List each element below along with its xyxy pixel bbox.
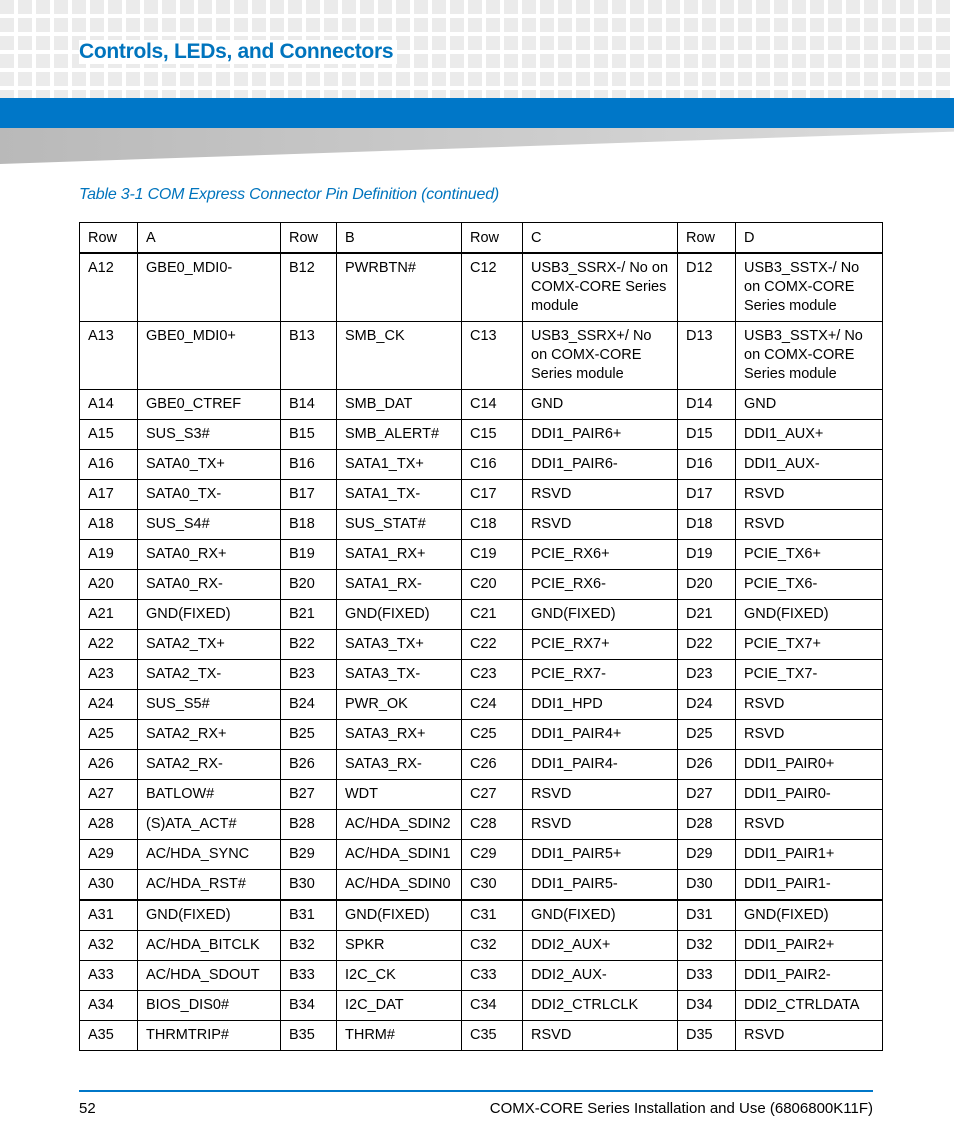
signal-a-cell: GND(FIXED) (138, 900, 281, 931)
signal-b-cell: PWRBTN# (337, 253, 462, 322)
signal-c-cell: GND(FIXED) (523, 600, 678, 630)
table-row (80, 810, 883, 840)
table-row (80, 480, 883, 510)
row-a-cell: A21 (80, 600, 138, 630)
table-row (80, 570, 883, 600)
row-d-cell: D16 (678, 450, 736, 480)
signal-d-cell: PCIE_TX7- (736, 660, 883, 690)
header-grey-wedge (0, 128, 954, 164)
signal-a-cell: SATA0_TX- (138, 480, 281, 510)
signal-d-cell: RSVD (736, 510, 883, 540)
row-a-cell: A17 (80, 480, 138, 510)
row-a-cell: A14 (80, 390, 138, 420)
row-b-cell: B12 (281, 253, 337, 322)
row-d-cell: D34 (678, 991, 736, 1021)
signal-c-cell: DDI1_PAIR4- (523, 750, 678, 780)
row-d-cell: D26 (678, 750, 736, 780)
signal-b-cell: AC/HDA_SDIN0 (337, 870, 462, 901)
table-row (80, 600, 883, 630)
signal-c-cell: RSVD (523, 480, 678, 510)
row-c-cell: C20 (462, 570, 523, 600)
signal-a-cell: SUS_S4# (138, 510, 281, 540)
header-row-b: Row (281, 223, 337, 254)
signal-a-cell: SUS_S5# (138, 690, 281, 720)
table-caption: Table 3-1 COM Express Connector Pin Definition (continued) (79, 186, 500, 203)
row-d-cell: D20 (678, 570, 736, 600)
signal-b-cell: THRM# (337, 1021, 462, 1051)
row-b-cell: B17 (281, 480, 337, 510)
signal-b-cell: AC/HDA_SDIN2 (337, 810, 462, 840)
signal-c-cell: DDI1_HPD (523, 690, 678, 720)
signal-d-cell: RSVD (736, 480, 883, 510)
row-b-cell: B20 (281, 570, 337, 600)
signal-b-cell: SATA1_RX- (337, 570, 462, 600)
row-d-cell: D29 (678, 840, 736, 870)
signal-d-cell: USB3_SSTX+/ No on COMX-CORE Series module (736, 322, 883, 390)
signal-c-cell: DDI1_PAIR5- (523, 870, 678, 901)
row-d-cell: D27 (678, 780, 736, 810)
header-a: A (138, 223, 281, 254)
row-c-cell: C35 (462, 1021, 523, 1051)
signal-c-cell: DDI1_PAIR6- (523, 450, 678, 480)
row-c-cell: C27 (462, 780, 523, 810)
row-d-cell: D14 (678, 390, 736, 420)
row-c-cell: C26 (462, 750, 523, 780)
signal-b-cell: I2C_CK (337, 961, 462, 991)
row-d-cell: D17 (678, 480, 736, 510)
table-row (80, 630, 883, 660)
row-d-cell: D15 (678, 420, 736, 450)
row-a-cell: A33 (80, 961, 138, 991)
signal-c-cell: DDI2_AUX- (523, 961, 678, 991)
signal-d-cell: RSVD (736, 690, 883, 720)
signal-c-cell: PCIE_RX7+ (523, 630, 678, 660)
table-row (80, 780, 883, 810)
table-row (80, 1021, 883, 1051)
row-a-cell: A35 (80, 1021, 138, 1051)
signal-c-cell: USB3_SSRX-/ No on COMX-CORE Series module (523, 253, 678, 322)
row-b-cell: B19 (281, 540, 337, 570)
header-blue-band (0, 98, 954, 128)
row-a-cell: A34 (80, 991, 138, 1021)
row-b-cell: B35 (281, 1021, 337, 1051)
signal-c-cell: GND(FIXED) (523, 900, 678, 931)
signal-b-cell: SATA3_TX+ (337, 630, 462, 660)
row-d-cell: D12 (678, 253, 736, 322)
row-c-cell: C17 (462, 480, 523, 510)
signal-c-cell: PCIE_RX7- (523, 660, 678, 690)
pin-definition-table (79, 222, 883, 1051)
row-a-cell: A25 (80, 720, 138, 750)
row-a-cell: A22 (80, 630, 138, 660)
signal-c-cell: PCIE_RX6- (523, 570, 678, 600)
row-b-cell: B23 (281, 660, 337, 690)
row-c-cell: C13 (462, 322, 523, 390)
signal-a-cell: SATA0_RX+ (138, 540, 281, 570)
signal-d-cell: GND(FIXED) (736, 600, 883, 630)
table-row (80, 931, 883, 961)
row-c-cell: C33 (462, 961, 523, 991)
table-row (80, 322, 883, 390)
signal-a-cell: SATA0_TX+ (138, 450, 281, 480)
row-d-cell: D19 (678, 540, 736, 570)
signal-b-cell: GND(FIXED) (337, 900, 462, 931)
signal-b-cell: SATA3_RX- (337, 750, 462, 780)
row-b-cell: B15 (281, 420, 337, 450)
signal-a-cell: SATA2_RX+ (138, 720, 281, 750)
row-d-cell: D28 (678, 810, 736, 840)
header-b: B (337, 223, 462, 254)
signal-c-cell: DDI2_CTRLCLK (523, 991, 678, 1021)
row-c-cell: C15 (462, 420, 523, 450)
row-b-cell: B16 (281, 450, 337, 480)
signal-a-cell: SATA2_TX+ (138, 630, 281, 660)
signal-b-cell: PWR_OK (337, 690, 462, 720)
signal-b-cell: I2C_DAT (337, 991, 462, 1021)
row-b-cell: B22 (281, 630, 337, 660)
signal-c-cell: RSVD (523, 810, 678, 840)
signal-c-cell: DDI2_AUX+ (523, 931, 678, 961)
signal-d-cell: RSVD (736, 1021, 883, 1051)
row-c-cell: C29 (462, 840, 523, 870)
table-row (80, 420, 883, 450)
signal-c-cell: RSVD (523, 780, 678, 810)
signal-c-cell: GND (523, 390, 678, 420)
header-c: C (523, 223, 678, 254)
signal-a-cell: AC/HDA_SDOUT (138, 961, 281, 991)
row-d-cell: D31 (678, 900, 736, 931)
row-b-cell: B26 (281, 750, 337, 780)
row-d-cell: D22 (678, 630, 736, 660)
row-a-cell: A15 (80, 420, 138, 450)
header-d: D (736, 223, 883, 254)
signal-b-cell: SUS_STAT# (337, 510, 462, 540)
row-a-cell: A13 (80, 322, 138, 390)
signal-b-cell: WDT (337, 780, 462, 810)
signal-c-cell: DDI1_PAIR6+ (523, 420, 678, 450)
page-number: 52 (79, 1100, 96, 1117)
signal-a-cell: (S)ATA_ACT# (138, 810, 281, 840)
row-d-cell: D35 (678, 1021, 736, 1051)
row-b-cell: B33 (281, 961, 337, 991)
row-a-cell: A30 (80, 870, 138, 901)
row-b-cell: B25 (281, 720, 337, 750)
signal-a-cell: SATA0_RX- (138, 570, 281, 600)
signal-d-cell: DDI1_PAIR0- (736, 780, 883, 810)
row-a-cell: A27 (80, 780, 138, 810)
signal-c-cell: PCIE_RX6+ (523, 540, 678, 570)
row-a-cell: A26 (80, 750, 138, 780)
signal-c-cell: RSVD (523, 1021, 678, 1051)
row-c-cell: C31 (462, 900, 523, 931)
row-a-cell: A19 (80, 540, 138, 570)
row-c-cell: C32 (462, 931, 523, 961)
signal-a-cell: BATLOW# (138, 780, 281, 810)
signal-a-cell: GBE0_MDI0+ (138, 322, 281, 390)
header-row-c: Row (462, 223, 523, 254)
signal-d-cell: DDI1_AUX- (736, 450, 883, 480)
signal-d-cell: DDI1_PAIR1- (736, 870, 883, 901)
row-b-cell: B30 (281, 870, 337, 901)
signal-a-cell: BIOS_DIS0# (138, 991, 281, 1021)
row-b-cell: B13 (281, 322, 337, 390)
row-b-cell: B18 (281, 510, 337, 540)
signal-d-cell: PCIE_TX7+ (736, 630, 883, 660)
table-row (80, 840, 883, 870)
signal-b-cell: SMB_ALERT# (337, 420, 462, 450)
signal-b-cell: SMB_DAT (337, 390, 462, 420)
row-b-cell: B24 (281, 690, 337, 720)
table-row (80, 961, 883, 991)
signal-a-cell: SUS_S3# (138, 420, 281, 450)
signal-a-cell: THRMTRIP# (138, 1021, 281, 1051)
row-d-cell: D32 (678, 931, 736, 961)
signal-d-cell: DDI1_PAIR0+ (736, 750, 883, 780)
pin-table-body (80, 253, 883, 1051)
row-b-cell: B27 (281, 780, 337, 810)
table-row (80, 253, 883, 322)
signal-d-cell: RSVD (736, 810, 883, 840)
signal-a-cell: GBE0_MDI0- (138, 253, 281, 322)
document-title: COMX-CORE Series Installation and Use (6806800K11F) (489, 1100, 873, 1117)
signal-d-cell: RSVD (736, 720, 883, 750)
row-d-cell: D13 (678, 322, 736, 390)
signal-d-cell: DDI1_PAIR2- (736, 961, 883, 991)
signal-b-cell: SATA3_TX- (337, 660, 462, 690)
table-row (80, 540, 883, 570)
signal-d-cell: DDI2_CTRLDATA (736, 991, 883, 1021)
row-c-cell: C12 (462, 253, 523, 322)
row-a-cell: A31 (80, 900, 138, 931)
row-d-cell: D18 (678, 510, 736, 540)
row-c-cell: C21 (462, 600, 523, 630)
row-a-cell: A16 (80, 450, 138, 480)
signal-d-cell: PCIE_TX6+ (736, 540, 883, 570)
row-a-cell: A29 (80, 840, 138, 870)
signal-d-cell: GND(FIXED) (736, 900, 883, 931)
signal-a-cell: SATA2_TX- (138, 660, 281, 690)
signal-c-cell: DDI1_PAIR5+ (523, 840, 678, 870)
row-b-cell: B21 (281, 600, 337, 630)
signal-d-cell: DDI1_PAIR1+ (736, 840, 883, 870)
row-d-cell: D25 (678, 720, 736, 750)
row-a-cell: A20 (80, 570, 138, 600)
table-row (80, 690, 883, 720)
signal-d-cell: GND (736, 390, 883, 420)
row-d-cell: D23 (678, 660, 736, 690)
row-c-cell: C18 (462, 510, 523, 540)
section-title: Controls, LEDs, and Connectors (79, 40, 397, 64)
row-d-cell: D33 (678, 961, 736, 991)
table-row (80, 750, 883, 780)
row-a-cell: A12 (80, 253, 138, 322)
header-row-a: Row (80, 223, 138, 254)
signal-a-cell: AC/HDA_SYNC (138, 840, 281, 870)
row-d-cell: D30 (678, 870, 736, 901)
row-a-cell: A23 (80, 660, 138, 690)
row-b-cell: B29 (281, 840, 337, 870)
signal-a-cell: AC/HDA_BITCLK (138, 931, 281, 961)
row-c-cell: C19 (462, 540, 523, 570)
row-a-cell: A24 (80, 690, 138, 720)
table-row (80, 450, 883, 480)
signal-a-cell: SATA2_RX- (138, 750, 281, 780)
row-d-cell: D24 (678, 690, 736, 720)
row-c-cell: C24 (462, 690, 523, 720)
signal-b-cell: SPKR (337, 931, 462, 961)
row-b-cell: B28 (281, 810, 337, 840)
row-c-cell: C30 (462, 870, 523, 901)
table-row (80, 390, 883, 420)
table-header-row (80, 223, 883, 254)
signal-d-cell: USB3_SSTX-/ No on COMX-CORE Series module (736, 253, 883, 322)
row-c-cell: C14 (462, 390, 523, 420)
signal-b-cell: SATA1_RX+ (337, 540, 462, 570)
table-row (80, 900, 883, 931)
signal-a-cell: GBE0_CTREF (138, 390, 281, 420)
row-c-cell: C28 (462, 810, 523, 840)
table-row (80, 510, 883, 540)
row-b-cell: B14 (281, 390, 337, 420)
row-a-cell: A28 (80, 810, 138, 840)
row-b-cell: B31 (281, 900, 337, 931)
signal-c-cell: USB3_SSRX+/ No on COMX-CORE Series module (523, 322, 678, 390)
row-c-cell: C22 (462, 630, 523, 660)
row-c-cell: C16 (462, 450, 523, 480)
table-row (80, 660, 883, 690)
signal-b-cell: AC/HDA_SDIN1 (337, 840, 462, 870)
row-b-cell: B32 (281, 931, 337, 961)
row-a-cell: A18 (80, 510, 138, 540)
header-row-d: Row (678, 223, 736, 254)
signal-b-cell: SATA3_RX+ (337, 720, 462, 750)
signal-c-cell: DDI1_PAIR4+ (523, 720, 678, 750)
row-d-cell: D21 (678, 600, 736, 630)
signal-b-cell: SATA1_TX- (337, 480, 462, 510)
row-c-cell: C25 (462, 720, 523, 750)
signal-b-cell: SATA1_TX+ (337, 450, 462, 480)
row-a-cell: A32 (80, 931, 138, 961)
signal-a-cell: GND(FIXED) (138, 600, 281, 630)
signal-b-cell: GND(FIXED) (337, 600, 462, 630)
signal-b-cell: SMB_CK (337, 322, 462, 390)
signal-c-cell: RSVD (523, 510, 678, 540)
table-row (80, 720, 883, 750)
table-row (80, 991, 883, 1021)
row-b-cell: B34 (281, 991, 337, 1021)
signal-d-cell: DDI1_PAIR2+ (736, 931, 883, 961)
row-c-cell: C34 (462, 991, 523, 1021)
table-row (80, 870, 883, 901)
signal-d-cell: DDI1_AUX+ (736, 420, 883, 450)
footer-rule (79, 1090, 873, 1092)
signal-d-cell: PCIE_TX6- (736, 570, 883, 600)
row-c-cell: C23 (462, 660, 523, 690)
signal-a-cell: AC/HDA_RST# (138, 870, 281, 901)
